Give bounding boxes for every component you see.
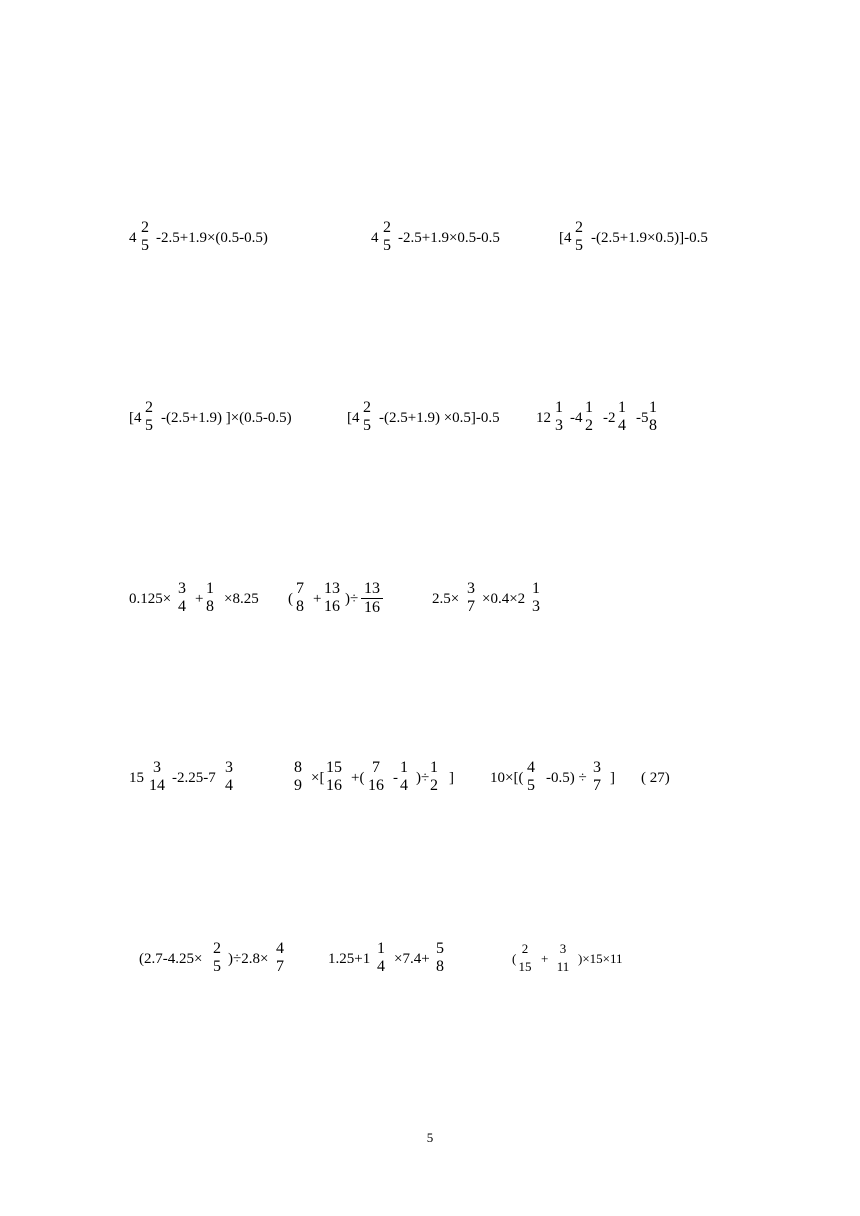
expression-text: )÷ xyxy=(345,591,359,607)
expression-text: 2.5× xyxy=(432,591,460,607)
fraction: 3 4 xyxy=(225,759,233,794)
expression-text: -2.5+1.9×0.5-0.5 xyxy=(398,230,500,246)
expression-text: ( xyxy=(512,951,517,966)
fraction: 3 11 xyxy=(556,941,570,974)
expression-text: ×7.4+ xyxy=(394,951,430,967)
expression-text: + xyxy=(541,951,549,966)
fraction: 2 15 xyxy=(518,941,532,974)
expression-text: -4 xyxy=(570,410,583,426)
fraction: 3 7 xyxy=(467,580,475,615)
expression-text: -2.5+1.9×(0.5-0.5) xyxy=(156,230,268,246)
fraction: 1 8 xyxy=(649,399,657,434)
fraction: 3 7 xyxy=(593,759,601,794)
expression-text: ×8.25 xyxy=(224,591,259,607)
problem-number: ( 27) xyxy=(641,770,670,786)
fraction: 4 7 xyxy=(276,940,284,975)
expression-text: ×[ xyxy=(311,770,325,786)
expression-text: -5 xyxy=(636,410,649,426)
expression-text: )÷ xyxy=(416,770,430,786)
fraction: 2 5 xyxy=(575,219,583,254)
fraction: 4 5 xyxy=(527,759,535,794)
fraction: 1 4 xyxy=(377,940,385,975)
expression-text: ] xyxy=(610,770,615,786)
expression-text: 15 xyxy=(129,770,144,786)
expression-text: -(2.5+1.9×0.5)]-0.5 xyxy=(591,230,708,246)
expression-text: [4 xyxy=(129,410,142,426)
expression-text: )×15×11 xyxy=(578,951,623,966)
fraction: 2 5 xyxy=(383,219,391,254)
fraction: 1 3 xyxy=(555,399,563,434)
expression-text: ( xyxy=(288,591,293,607)
fraction: 7 16 xyxy=(368,759,384,794)
fraction: 2 5 xyxy=(141,219,149,254)
expression-text: -0.5) ÷ xyxy=(546,770,587,786)
fraction: 1 3 xyxy=(532,580,540,615)
fraction: 13 16 xyxy=(324,580,340,615)
fraction: 1 8 xyxy=(206,580,214,615)
fraction: 1 2 xyxy=(585,399,593,434)
expression-text: +( xyxy=(351,770,365,786)
fraction: 3 14 xyxy=(149,759,165,794)
mixed-whole: 4 xyxy=(129,230,137,246)
fraction: 13 16 xyxy=(361,580,383,617)
expression-text: 10×[( xyxy=(490,770,524,786)
expression-text: ×0.4×2 xyxy=(482,591,526,607)
expression-text: -(2.5+1.9) ]×(0.5-0.5) xyxy=(161,410,292,426)
fraction: 1 2 xyxy=(430,759,438,794)
expression-text: ] xyxy=(449,770,454,786)
expression-text: -2 xyxy=(603,410,616,426)
expression-text: [4 xyxy=(347,410,360,426)
page-number: 5 xyxy=(426,1130,434,1145)
fraction: 2 5 xyxy=(145,399,153,434)
expression-text: 12 xyxy=(536,410,551,426)
fraction: 5 8 xyxy=(436,940,444,975)
fraction: 1 4 xyxy=(618,399,626,434)
expression-text: - xyxy=(393,770,398,786)
fraction: 2 5 xyxy=(363,399,371,434)
expression-text: -2.25-7 xyxy=(172,770,216,786)
fraction: 1 4 xyxy=(400,759,408,794)
expression-text: 1.25+1 xyxy=(328,951,371,967)
fraction: 2 5 xyxy=(213,940,221,975)
expression-text: 0.125× xyxy=(129,591,172,607)
fraction: 3 4 xyxy=(178,580,186,615)
fraction: 15 16 xyxy=(326,759,342,794)
expression-text: + xyxy=(313,591,322,607)
expression-text: -(2.5+1.9) ×0.5]-0.5 xyxy=(379,410,500,426)
expression-text: [4 xyxy=(559,230,572,246)
expression-text: )÷2.8× xyxy=(228,951,269,967)
fraction: 7 8 xyxy=(296,580,304,615)
mixed-whole: 4 xyxy=(371,230,379,246)
expression-text: + xyxy=(195,591,204,607)
fraction: 8 9 xyxy=(294,759,302,794)
expression-text: (2.7-4.25× xyxy=(139,951,203,967)
